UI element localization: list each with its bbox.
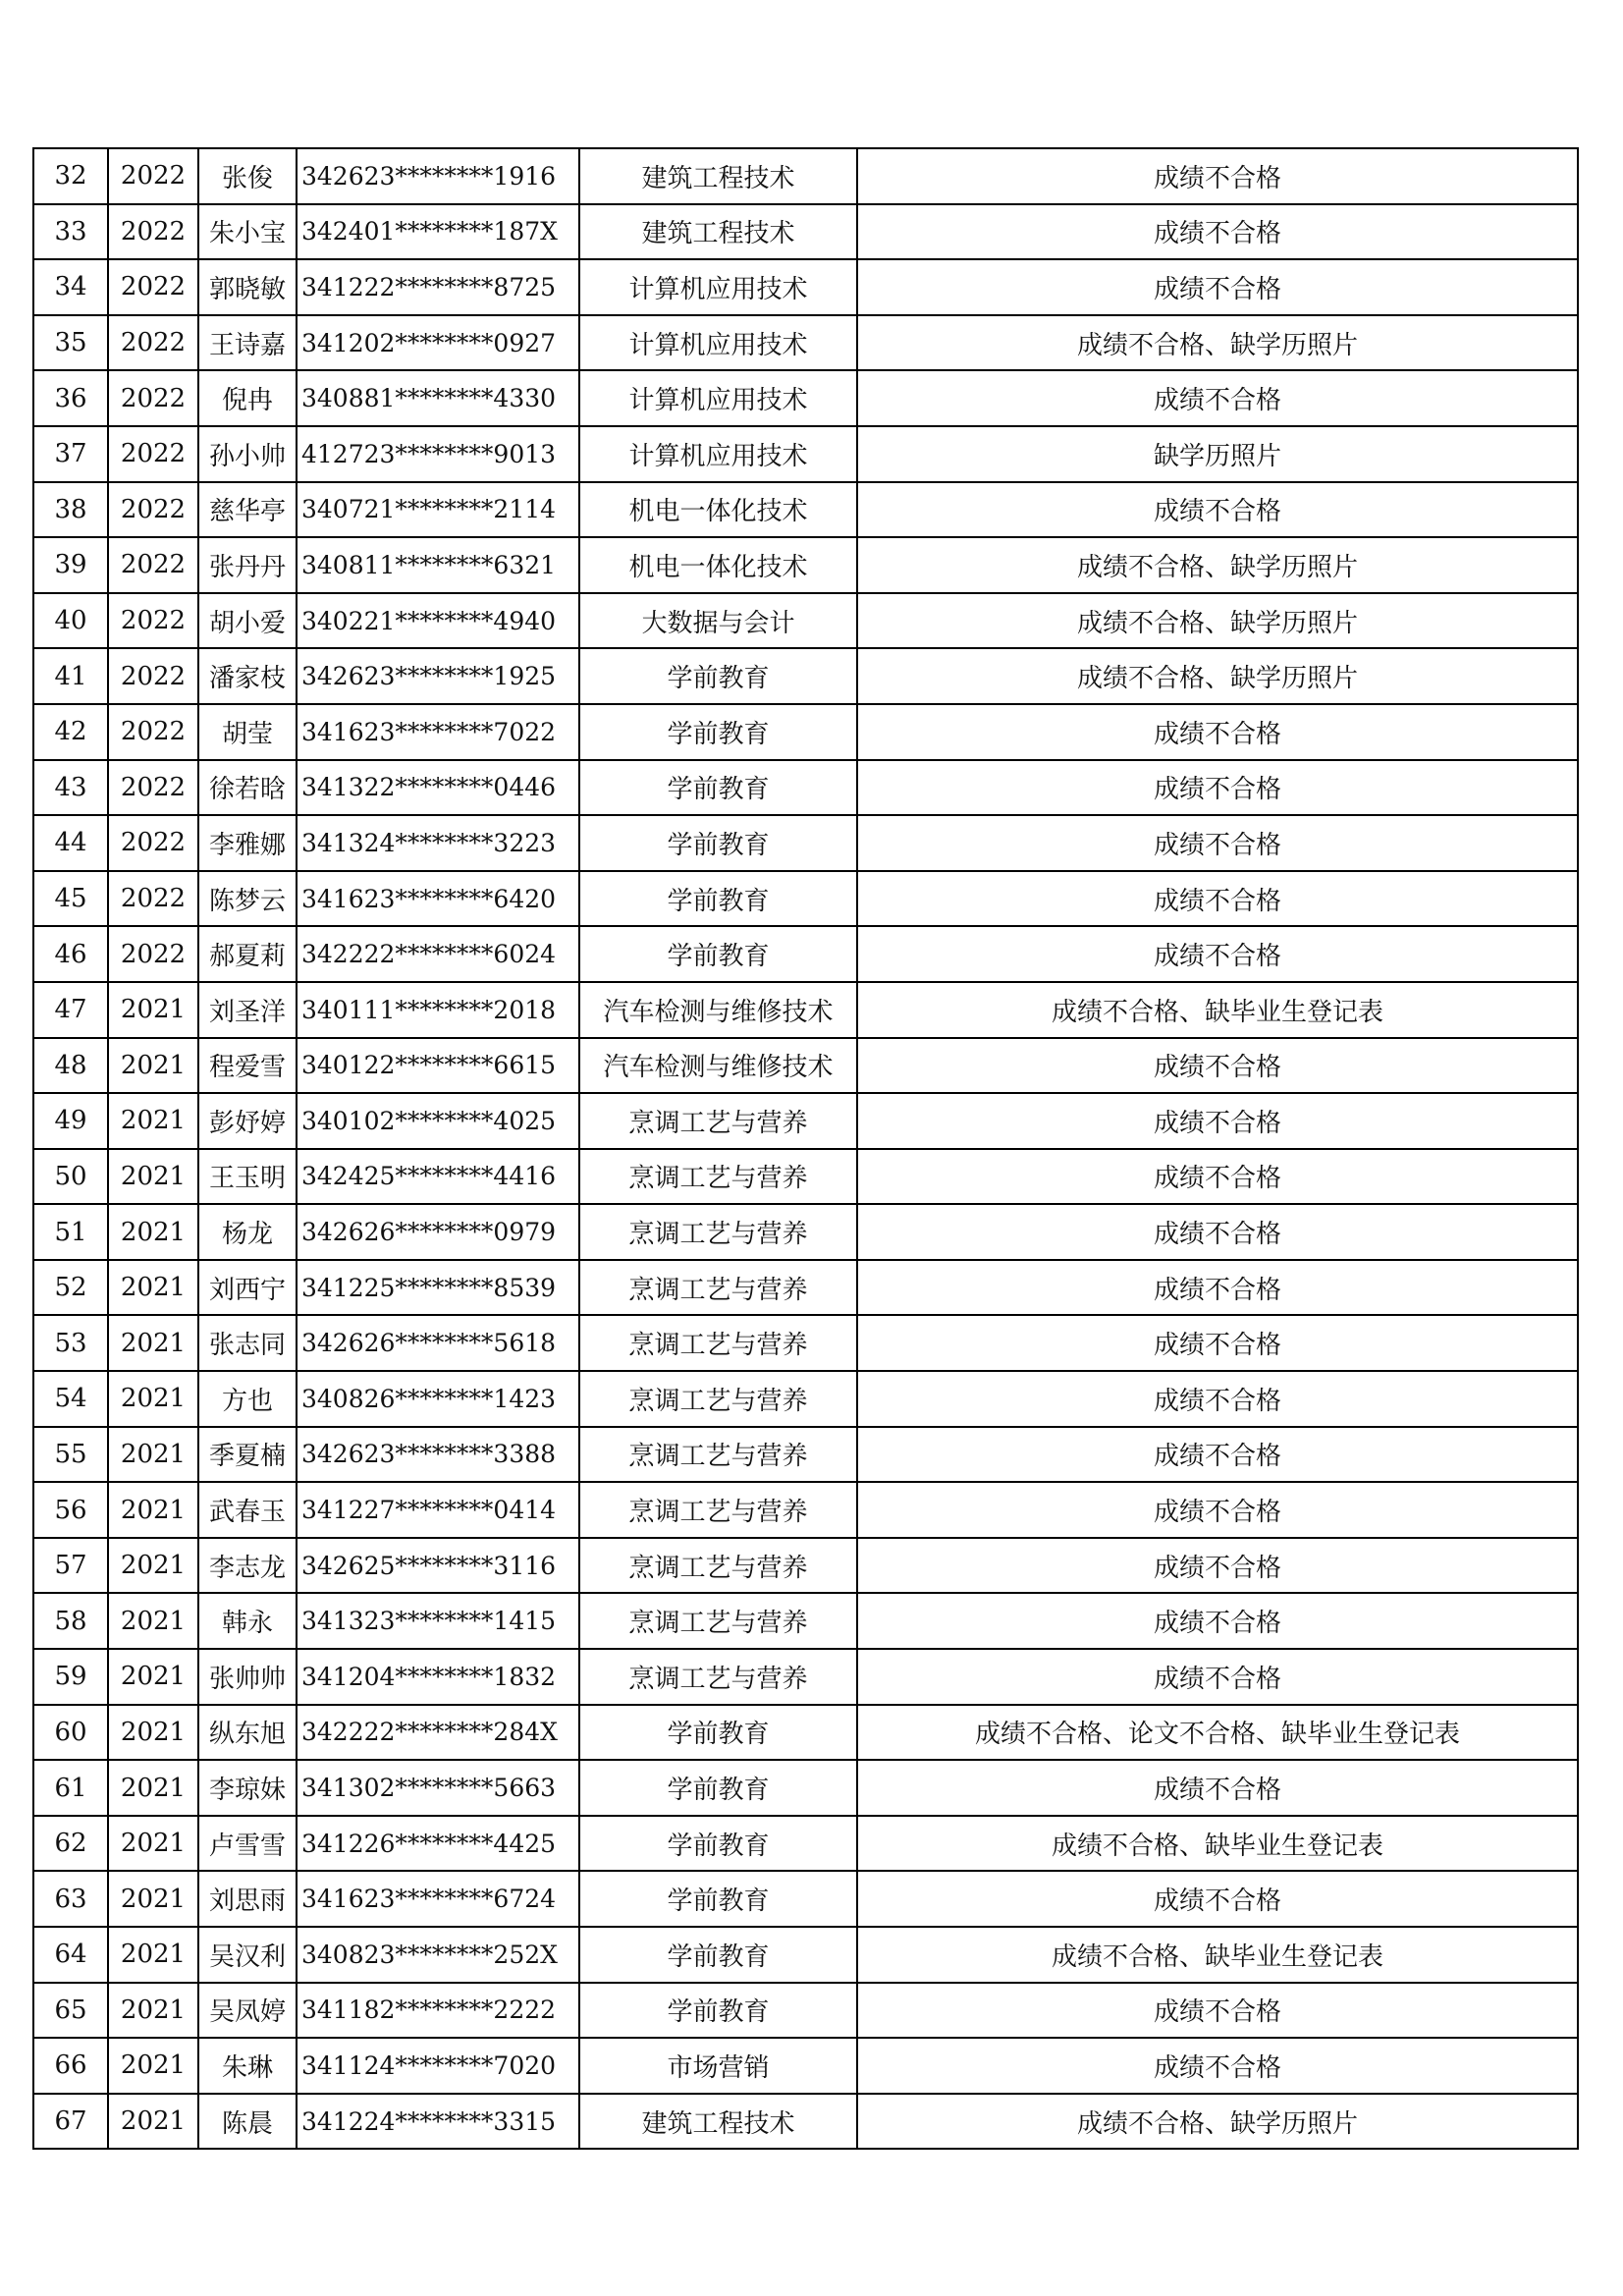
row-number-cell: 46 bbox=[33, 926, 108, 982]
major-cell: 学前教育 bbox=[579, 871, 857, 927]
reason-cell: 成绩不合格 bbox=[857, 370, 1578, 426]
id-number-cell: 341623********6420 bbox=[297, 871, 579, 927]
enrollment-year-cell: 2022 bbox=[108, 704, 198, 760]
major-cell: 烹调工艺与营养 bbox=[579, 1315, 857, 1371]
id-number-cell: 341322********0446 bbox=[297, 760, 579, 816]
enrollment-year-cell: 2021 bbox=[108, 1204, 198, 1260]
student-name-cell: 程爱雪 bbox=[198, 1038, 297, 1094]
id-number-cell: 342623********1925 bbox=[297, 648, 579, 704]
table-row bbox=[33, 1649, 1578, 1705]
major-cell: 烹调工艺与营养 bbox=[579, 1427, 857, 1483]
enrollment-year-cell: 2022 bbox=[108, 315, 198, 371]
student-name-cell: 朱琳 bbox=[198, 2038, 297, 2094]
id-number-cell: 340823********252X bbox=[297, 1927, 579, 1983]
row-number-cell: 38 bbox=[33, 482, 108, 538]
table-row bbox=[33, 2038, 1578, 2094]
reason-cell: 成绩不合格、缺学历照片 bbox=[857, 648, 1578, 704]
enrollment-year-cell: 2022 bbox=[108, 204, 198, 260]
id-number-cell: 341623********7022 bbox=[297, 704, 579, 760]
enrollment-year-cell: 2021 bbox=[108, 2094, 198, 2150]
major-cell: 烹调工艺与营养 bbox=[579, 1371, 857, 1427]
row-number-cell: 52 bbox=[33, 1260, 108, 1316]
major-cell: 烹调工艺与营养 bbox=[579, 1538, 857, 1594]
student-name-cell: 季夏楠 bbox=[198, 1427, 297, 1483]
table-row bbox=[33, 982, 1578, 1038]
major-cell: 建筑工程技术 bbox=[579, 148, 857, 204]
student-name-cell: 吴凤婷 bbox=[198, 1983, 297, 2039]
reason-cell: 成绩不合格 bbox=[857, 1427, 1578, 1483]
row-number-cell: 55 bbox=[33, 1427, 108, 1483]
major-cell: 学前教育 bbox=[579, 704, 857, 760]
major-cell: 计算机应用技术 bbox=[579, 315, 857, 371]
table-row bbox=[33, 926, 1578, 982]
id-number-cell: 342222********6024 bbox=[297, 926, 579, 982]
student-name-cell: 张志同 bbox=[198, 1315, 297, 1371]
row-number-cell: 44 bbox=[33, 815, 108, 871]
enrollment-year-cell: 2022 bbox=[108, 815, 198, 871]
reason-cell: 成绩不合格、缺学历照片 bbox=[857, 537, 1578, 593]
enrollment-year-cell: 2021 bbox=[108, 982, 198, 1038]
row-number-cell: 56 bbox=[33, 1482, 108, 1538]
reason-cell: 成绩不合格、缺学历照片 bbox=[857, 315, 1578, 371]
id-number-cell: 342626********5618 bbox=[297, 1315, 579, 1371]
student-name-cell: 倪冉 bbox=[198, 370, 297, 426]
row-number-cell: 62 bbox=[33, 1816, 108, 1872]
reason-cell: 成绩不合格 bbox=[857, 1260, 1578, 1316]
major-cell: 建筑工程技术 bbox=[579, 2094, 857, 2150]
table-row bbox=[33, 1093, 1578, 1149]
id-number-cell: 340102********4025 bbox=[297, 1093, 579, 1149]
reason-cell: 成绩不合格 bbox=[857, 1149, 1578, 1205]
table-row bbox=[33, 426, 1578, 482]
major-cell: 汽车检测与维修技术 bbox=[579, 982, 857, 1038]
id-number-cell: 342623********1916 bbox=[297, 148, 579, 204]
enrollment-year-cell: 2022 bbox=[108, 593, 198, 649]
id-number-cell: 340826********1423 bbox=[297, 1371, 579, 1427]
major-cell: 烹调工艺与营养 bbox=[579, 1482, 857, 1538]
major-cell: 烹调工艺与营养 bbox=[579, 1149, 857, 1205]
enrollment-year-cell: 2021 bbox=[108, 1871, 198, 1927]
enrollment-year-cell: 2021 bbox=[108, 1482, 198, 1538]
major-cell: 机电一体化技术 bbox=[579, 482, 857, 538]
enrollment-year-cell: 2022 bbox=[108, 148, 198, 204]
student-name-cell: 刘圣洋 bbox=[198, 982, 297, 1038]
table-row bbox=[33, 1593, 1578, 1649]
reason-cell: 成绩不合格、缺毕业生登记表 bbox=[857, 1816, 1578, 1872]
table-row bbox=[33, 1816, 1578, 1872]
enrollment-year-cell: 2022 bbox=[108, 648, 198, 704]
row-number-cell: 60 bbox=[33, 1705, 108, 1761]
row-number-cell: 49 bbox=[33, 1093, 108, 1149]
row-number-cell: 63 bbox=[33, 1871, 108, 1927]
major-cell: 学前教育 bbox=[579, 926, 857, 982]
major-cell: 学前教育 bbox=[579, 1760, 857, 1816]
reason-cell: 成绩不合格 bbox=[857, 482, 1578, 538]
major-cell: 建筑工程技术 bbox=[579, 204, 857, 260]
enrollment-year-cell: 2022 bbox=[108, 537, 198, 593]
row-number-cell: 61 bbox=[33, 1760, 108, 1816]
student-name-cell: 方也 bbox=[198, 1371, 297, 1427]
table-row bbox=[33, 704, 1578, 760]
reason-cell: 成绩不合格 bbox=[857, 1871, 1578, 1927]
major-cell: 计算机应用技术 bbox=[579, 426, 857, 482]
id-number-cell: 341324********3223 bbox=[297, 815, 579, 871]
table-row bbox=[33, 1260, 1578, 1316]
reason-cell: 成绩不合格 bbox=[857, 1482, 1578, 1538]
student-name-cell: 吴汉利 bbox=[198, 1927, 297, 1983]
table-row bbox=[33, 537, 1578, 593]
major-cell: 学前教育 bbox=[579, 1983, 857, 2039]
id-number-cell: 341323********1415 bbox=[297, 1593, 579, 1649]
student-name-cell: 李雅娜 bbox=[198, 815, 297, 871]
id-number-cell: 340881********4330 bbox=[297, 370, 579, 426]
student-name-cell: 潘家枝 bbox=[198, 648, 297, 704]
student-name-cell: 郭晓敏 bbox=[198, 259, 297, 315]
enrollment-year-cell: 2021 bbox=[108, 1093, 198, 1149]
id-number-cell: 341202********0927 bbox=[297, 315, 579, 371]
row-number-cell: 51 bbox=[33, 1204, 108, 1260]
table-row bbox=[33, 259, 1578, 315]
id-number-cell: 412723********9013 bbox=[297, 426, 579, 482]
reason-cell: 成绩不合格 bbox=[857, 1371, 1578, 1427]
reason-cell: 成绩不合格、缺学历照片 bbox=[857, 593, 1578, 649]
table-row bbox=[33, 315, 1578, 371]
reason-cell: 成绩不合格 bbox=[857, 1649, 1578, 1705]
row-number-cell: 42 bbox=[33, 704, 108, 760]
student-name-cell: 纵东旭 bbox=[198, 1705, 297, 1761]
table-row bbox=[33, 1760, 1578, 1816]
enrollment-year-cell: 2021 bbox=[108, 1315, 198, 1371]
student-name-cell: 卢雪雪 bbox=[198, 1816, 297, 1872]
table-row bbox=[33, 1983, 1578, 2039]
id-number-cell: 340721********2114 bbox=[297, 482, 579, 538]
enrollment-year-cell: 2022 bbox=[108, 926, 198, 982]
student-name-cell: 刘西宁 bbox=[198, 1260, 297, 1316]
student-name-cell: 韩永 bbox=[198, 1593, 297, 1649]
row-number-cell: 32 bbox=[33, 148, 108, 204]
reason-cell: 成绩不合格 bbox=[857, 1038, 1578, 1094]
id-number-cell: 342626********0979 bbox=[297, 1204, 579, 1260]
table-row bbox=[33, 1927, 1578, 1983]
reason-cell: 成绩不合格 bbox=[857, 204, 1578, 260]
enrollment-year-cell: 2021 bbox=[108, 1149, 198, 1205]
major-cell: 学前教育 bbox=[579, 815, 857, 871]
student-table bbox=[32, 147, 1579, 2150]
reason-cell: 成绩不合格 bbox=[857, 815, 1578, 871]
reason-cell: 缺学历照片 bbox=[857, 426, 1578, 482]
major-cell: 机电一体化技术 bbox=[579, 537, 857, 593]
row-number-cell: 48 bbox=[33, 1038, 108, 1094]
student-name-cell: 王玉明 bbox=[198, 1149, 297, 1205]
enrollment-year-cell: 2021 bbox=[108, 1371, 198, 1427]
major-cell: 学前教育 bbox=[579, 1927, 857, 1983]
row-number-cell: 53 bbox=[33, 1315, 108, 1371]
major-cell: 大数据与会计 bbox=[579, 593, 857, 649]
major-cell: 学前教育 bbox=[579, 1871, 857, 1927]
row-number-cell: 40 bbox=[33, 593, 108, 649]
id-number-cell: 341224********3315 bbox=[297, 2094, 579, 2150]
table-row bbox=[33, 1315, 1578, 1371]
student-name-cell: 徐若晗 bbox=[198, 760, 297, 816]
table-row bbox=[33, 1204, 1578, 1260]
id-number-cell: 341222********8725 bbox=[297, 259, 579, 315]
reason-cell: 成绩不合格 bbox=[857, 760, 1578, 816]
id-number-cell: 340122********6615 bbox=[297, 1038, 579, 1094]
student-name-cell: 胡莹 bbox=[198, 704, 297, 760]
major-cell: 烹调工艺与营养 bbox=[579, 1093, 857, 1149]
reason-cell: 成绩不合格 bbox=[857, 1315, 1578, 1371]
enrollment-year-cell: 2021 bbox=[108, 1816, 198, 1872]
table-body bbox=[33, 148, 1578, 2149]
enrollment-year-cell: 2022 bbox=[108, 370, 198, 426]
reason-cell: 成绩不合格 bbox=[857, 2038, 1578, 2094]
table-row bbox=[33, 1705, 1578, 1761]
table-row bbox=[33, 1427, 1578, 1483]
table-row bbox=[33, 871, 1578, 927]
major-cell: 学前教育 bbox=[579, 1816, 857, 1872]
id-number-cell: 341302********5663 bbox=[297, 1760, 579, 1816]
major-cell: 烹调工艺与营养 bbox=[579, 1260, 857, 1316]
id-number-cell: 341225********8539 bbox=[297, 1260, 579, 1316]
student-name-cell: 朱小宝 bbox=[198, 204, 297, 260]
reason-cell: 成绩不合格 bbox=[857, 1593, 1578, 1649]
student-name-cell: 陈晨 bbox=[198, 2094, 297, 2150]
id-number-cell: 342425********4416 bbox=[297, 1149, 579, 1205]
table-row bbox=[33, 1871, 1578, 1927]
row-number-cell: 57 bbox=[33, 1538, 108, 1594]
row-number-cell: 43 bbox=[33, 760, 108, 816]
row-number-cell: 54 bbox=[33, 1371, 108, 1427]
enrollment-year-cell: 2021 bbox=[108, 1983, 198, 2039]
table-row bbox=[33, 148, 1578, 204]
id-number-cell: 341623********6724 bbox=[297, 1871, 579, 1927]
reason-cell: 成绩不合格 bbox=[857, 1760, 1578, 1816]
reason-cell: 成绩不合格 bbox=[857, 871, 1578, 927]
reason-cell: 成绩不合格、论文不合格、缺毕业生登记表 bbox=[857, 1705, 1578, 1761]
enrollment-year-cell: 2021 bbox=[108, 1593, 198, 1649]
enrollment-year-cell: 2021 bbox=[108, 1038, 198, 1094]
id-number-cell: 341226********4425 bbox=[297, 1816, 579, 1872]
row-number-cell: 67 bbox=[33, 2094, 108, 2150]
student-name-cell: 孙小帅 bbox=[198, 426, 297, 482]
enrollment-year-cell: 2022 bbox=[108, 760, 198, 816]
row-number-cell: 34 bbox=[33, 259, 108, 315]
reason-cell: 成绩不合格、缺毕业生登记表 bbox=[857, 982, 1578, 1038]
id-number-cell: 342222********284X bbox=[297, 1705, 579, 1761]
table-row bbox=[33, 2094, 1578, 2150]
enrollment-year-cell: 2022 bbox=[108, 482, 198, 538]
row-number-cell: 50 bbox=[33, 1149, 108, 1205]
table-row bbox=[33, 760, 1578, 816]
reason-cell: 成绩不合格 bbox=[857, 1093, 1578, 1149]
enrollment-year-cell: 2022 bbox=[108, 426, 198, 482]
row-number-cell: 39 bbox=[33, 537, 108, 593]
row-number-cell: 59 bbox=[33, 1649, 108, 1705]
reason-cell: 成绩不合格 bbox=[857, 148, 1578, 204]
id-number-cell: 342401********187X bbox=[297, 204, 579, 260]
id-number-cell: 342625********3116 bbox=[297, 1538, 579, 1594]
id-number-cell: 341204********1832 bbox=[297, 1649, 579, 1705]
student-name-cell: 胡小爱 bbox=[198, 593, 297, 649]
major-cell: 烹调工艺与营养 bbox=[579, 1593, 857, 1649]
id-number-cell: 340111********2018 bbox=[297, 982, 579, 1038]
reason-cell: 成绩不合格、缺毕业生登记表 bbox=[857, 1927, 1578, 1983]
row-number-cell: 58 bbox=[33, 1593, 108, 1649]
table-row bbox=[33, 1538, 1578, 1594]
id-number-cell: 342623********3388 bbox=[297, 1427, 579, 1483]
id-number-cell: 340811********6321 bbox=[297, 537, 579, 593]
enrollment-year-cell: 2022 bbox=[108, 871, 198, 927]
row-number-cell: 33 bbox=[33, 204, 108, 260]
table-row bbox=[33, 1482, 1578, 1538]
row-number-cell: 45 bbox=[33, 871, 108, 927]
row-number-cell: 36 bbox=[33, 370, 108, 426]
table-row bbox=[33, 1371, 1578, 1427]
enrollment-year-cell: 2021 bbox=[108, 1538, 198, 1594]
student-name-cell: 陈梦云 bbox=[198, 871, 297, 927]
enrollment-year-cell: 2021 bbox=[108, 1760, 198, 1816]
enrollment-year-cell: 2021 bbox=[108, 1705, 198, 1761]
row-number-cell: 64 bbox=[33, 1927, 108, 1983]
id-number-cell: 341227********0414 bbox=[297, 1482, 579, 1538]
row-number-cell: 65 bbox=[33, 1983, 108, 2039]
reason-cell: 成绩不合格、缺学历照片 bbox=[857, 2094, 1578, 2150]
student-name-cell: 李志龙 bbox=[198, 1538, 297, 1594]
table-row bbox=[33, 204, 1578, 260]
enrollment-year-cell: 2022 bbox=[108, 259, 198, 315]
row-number-cell: 47 bbox=[33, 982, 108, 1038]
reason-cell: 成绩不合格 bbox=[857, 1983, 1578, 2039]
student-name-cell: 武春玉 bbox=[198, 1482, 297, 1538]
major-cell: 学前教育 bbox=[579, 760, 857, 816]
student-name-cell: 张丹丹 bbox=[198, 537, 297, 593]
student-name-cell: 张俊 bbox=[198, 148, 297, 204]
id-number-cell: 341124********7020 bbox=[297, 2038, 579, 2094]
major-cell: 烹调工艺与营养 bbox=[579, 1649, 857, 1705]
major-cell: 学前教育 bbox=[579, 648, 857, 704]
table-row bbox=[33, 815, 1578, 871]
row-number-cell: 37 bbox=[33, 426, 108, 482]
enrollment-year-cell: 2021 bbox=[108, 2038, 198, 2094]
enrollment-year-cell: 2021 bbox=[108, 1260, 198, 1316]
major-cell: 计算机应用技术 bbox=[579, 370, 857, 426]
student-name-cell: 慈华亭 bbox=[198, 482, 297, 538]
major-cell: 汽车检测与维修技术 bbox=[579, 1038, 857, 1094]
reason-cell: 成绩不合格 bbox=[857, 704, 1578, 760]
student-name-cell: 杨龙 bbox=[198, 1204, 297, 1260]
major-cell: 烹调工艺与营养 bbox=[579, 1204, 857, 1260]
student-name-cell: 王诗嘉 bbox=[198, 315, 297, 371]
table-row bbox=[33, 593, 1578, 649]
row-number-cell: 66 bbox=[33, 2038, 108, 2094]
table-row bbox=[33, 1149, 1578, 1205]
student-name-cell: 彭妤婷 bbox=[198, 1093, 297, 1149]
reason-cell: 成绩不合格 bbox=[857, 259, 1578, 315]
major-cell: 学前教育 bbox=[579, 1705, 857, 1761]
student-name-cell: 郝夏莉 bbox=[198, 926, 297, 982]
student-name-cell: 张帅帅 bbox=[198, 1649, 297, 1705]
id-number-cell: 341182********2222 bbox=[297, 1983, 579, 2039]
major-cell: 计算机应用技术 bbox=[579, 259, 857, 315]
enrollment-year-cell: 2021 bbox=[108, 1649, 198, 1705]
enrollment-year-cell: 2021 bbox=[108, 1927, 198, 1983]
table-row bbox=[33, 648, 1578, 704]
major-cell: 市场营销 bbox=[579, 2038, 857, 2094]
reason-cell: 成绩不合格 bbox=[857, 1204, 1578, 1260]
id-number-cell: 340221********4940 bbox=[297, 593, 579, 649]
row-number-cell: 35 bbox=[33, 315, 108, 371]
student-name-cell: 李琼妹 bbox=[198, 1760, 297, 1816]
enrollment-year-cell: 2021 bbox=[108, 1427, 198, 1483]
table-row bbox=[33, 370, 1578, 426]
reason-cell: 成绩不合格 bbox=[857, 926, 1578, 982]
student-name-cell: 刘思雨 bbox=[198, 1871, 297, 1927]
table-row bbox=[33, 1038, 1578, 1094]
row-number-cell: 41 bbox=[33, 648, 108, 704]
table-row bbox=[33, 482, 1578, 538]
reason-cell: 成绩不合格 bbox=[857, 1538, 1578, 1594]
